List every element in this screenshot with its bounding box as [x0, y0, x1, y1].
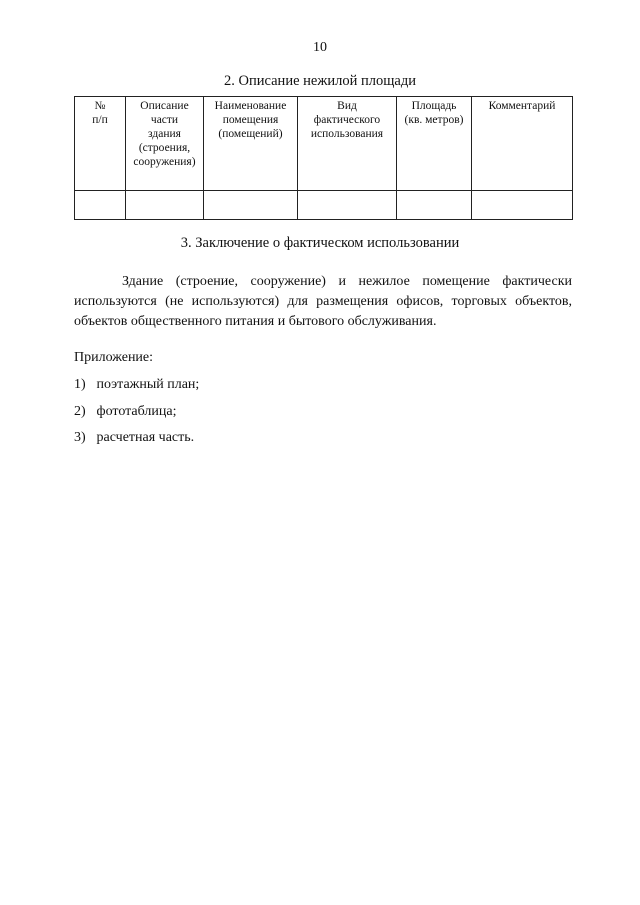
conclusion-paragraph: Здание (строение, сооружение) и нежилое помещение фактически используются (не используются) для размещения офисов, торговых объектов, объектов общественного питания и бытового обслуживания. [74, 274, 572, 329]
col-actual-use-header: Вид фактического использования [298, 97, 397, 191]
appendix-item-number: 1) [74, 377, 86, 392]
table-header-row [75, 97, 573, 191]
table-cell [204, 191, 298, 220]
table-cell [75, 191, 126, 220]
table-cell [397, 191, 472, 220]
col-premises-name-header: Наименование помещения (помещений) [204, 97, 298, 191]
appendix-item [74, 430, 194, 446]
section-3-title: 3. Заключение о фактическом использовании [180, 235, 460, 251]
appendix-item [74, 404, 177, 420]
appendix-item-text: поэтажный план; [96, 377, 200, 392]
col-building-part-header: Описание части здания (строения, сооружения) [126, 97, 204, 191]
appendix-item [74, 377, 199, 393]
table-cell [298, 191, 397, 220]
appendix-title: Приложение: [74, 350, 154, 365]
col-area-header: Площадь (кв. метров) [397, 97, 472, 191]
appendix-item-number: 3) [74, 430, 86, 445]
col-number-header: № п/п [75, 97, 126, 191]
col-comment-header: Комментарий [472, 97, 573, 191]
table-cell [472, 191, 573, 220]
appendix-item-text: расчетная часть. [96, 430, 195, 445]
table-cell [126, 191, 204, 220]
area-description-table [74, 96, 573, 220]
section-2-title: 2. Описание нежилой площади [224, 73, 416, 89]
appendix-item-text: фототаблица; [96, 404, 177, 419]
table-row [75, 191, 573, 220]
page-number: 10 [313, 40, 327, 55]
appendix-item-number: 2) [74, 404, 86, 419]
